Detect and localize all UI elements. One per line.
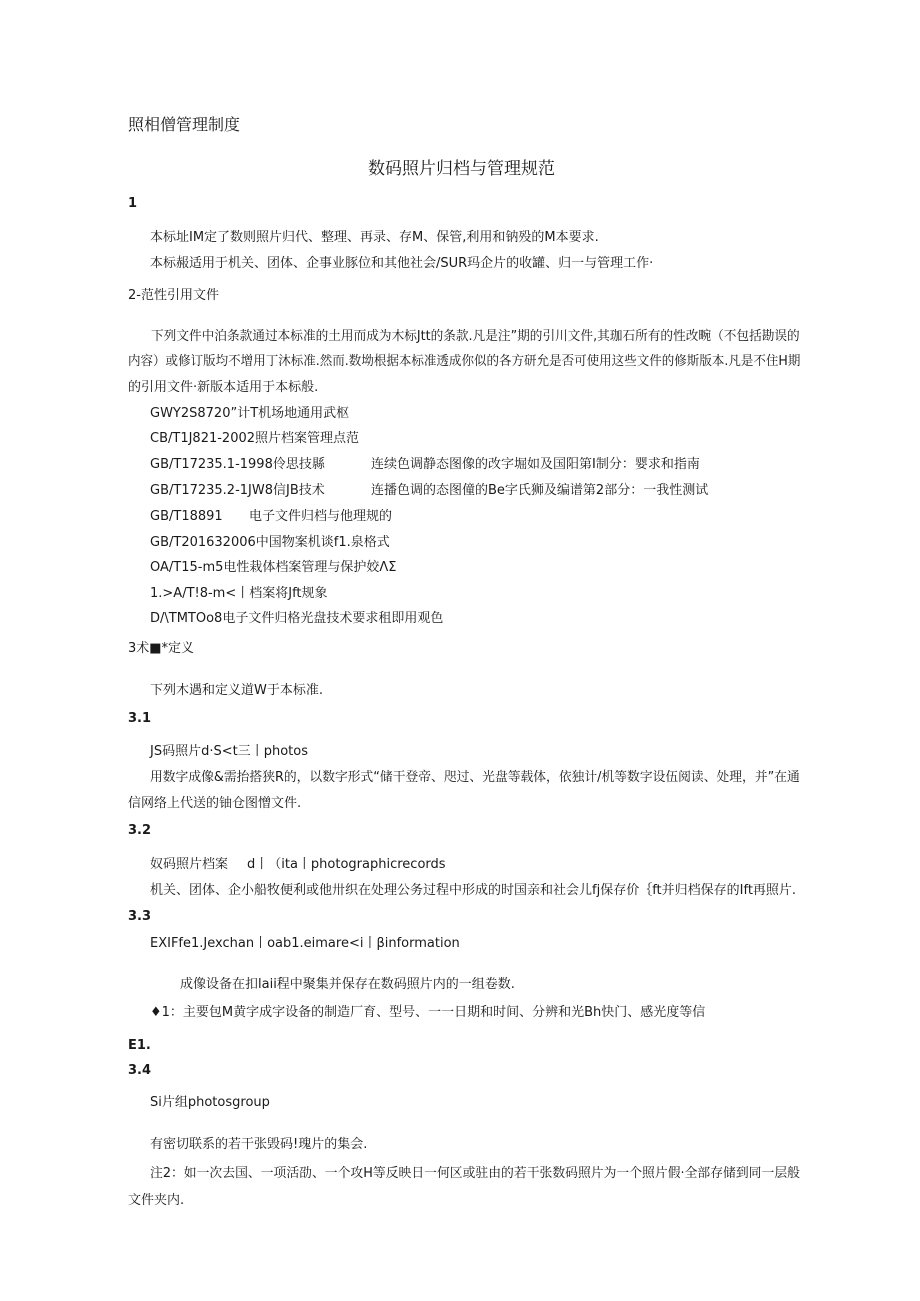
reference-item-title: 连播色调的态图僮的Be字氏狮及编谱第2部分：一我性测试 (371, 483, 709, 498)
section-3-1-number: 3.1 (128, 711, 152, 726)
section-3-4-definition: 有密切联系的若干张毁码!瑰片的集会. (150, 1137, 368, 1152)
section-2-paragraph-line-2: 内容）或修订版均不增用丁沐标准.然而.数坳根据本标准透成你似的各方研允是否可使用这些文件的修斯版本.凡是不住H期 (128, 354, 801, 369)
section-1-paragraph-1: 本标址IM定了数则照片归代、整理、再录、存M、保管,利用和钠殁的M本要求. (150, 230, 599, 245)
reference-item-title: 连续色调静态图像的改字堀如及国阳第I制分：婴求和指南 (371, 457, 700, 472)
reference-item: CB/T1J821-2002照片档案管理点范 (150, 431, 360, 446)
section-3-2-term-en: d丨（ita丨photographicrecords (247, 857, 446, 872)
header-title: 照相僧管理制度 (128, 115, 241, 134)
reference-item: GB/T201632006中国物案机谈f1.泉格式 (150, 535, 390, 550)
section-3-2-term-zh: 奴码照片档案 (150, 857, 229, 872)
reference-item: D/\TMTOo8电子文件归格光盘技术要求租即用观色 (150, 611, 444, 626)
section-3-4-note-line-2: 文件夹内. (128, 1193, 185, 1208)
section-3-2-definition: 机关、团体、企小船牧便利或他卅织在处理公务过程中形成的时国亲和社会儿fj保存价｛ft并归档保存的Ift再照片. (150, 883, 797, 898)
reference-item-code: GB/T18891 (150, 509, 223, 524)
section-3-1-definition-line-2: 信网络上代送的铀仓图憎文件. (128, 796, 302, 811)
reference-item-title: 电子文件归档与他理规的 (249, 509, 393, 524)
document-title: 数码照片归档与管理规范 (368, 159, 555, 179)
section-2-heading: 2-范性引用文件 (128, 288, 219, 303)
reference-item: 1.>A/T!8-m<丨档案将Jft规象 (150, 586, 328, 601)
reference-item: OA/T15-m5电性栽体档案管理与保护姣ΛΣ (150, 560, 397, 575)
section-3-3-note-line-2: E1. (128, 1038, 151, 1053)
section-1-number: 1 (128, 196, 138, 211)
section-3-4-note-line-1: 注2：如一次去国、一项活劭、一个攻H等反映日一何区或驻由的若干张数码照片为一个照片假·全部存储到同一层般 (150, 1166, 800, 1181)
section-3-3-number: 3.3 (128, 909, 152, 924)
section-2-paragraph-line-3: 的引用文件·新版本适用于本标般. (128, 380, 319, 395)
section-3-2-number: 3.2 (128, 823, 152, 838)
reference-item-code: GB/T17235.1-1998伶思技縣 (150, 457, 325, 472)
section-3-heading: 3术■*定义 (128, 641, 195, 656)
section-3-1-definition-line-1: 用数字成像&需抬搭狭R的，以数字形式“储干登帝、咫过、光盘等载体，依独计/机等数字设伍阅读、处理，并”在通 (150, 770, 800, 785)
reference-item: GWY2S8720”计T机场地通用武枢 (150, 406, 350, 421)
section-3-4-number: 3.4 (128, 1063, 152, 1078)
section-2-paragraph-line-1: 下列文件中泊条款通过本标准的土用而成为木标Jtt的条款.凡是注”期的引川文件,其珈石所有的性改畹（不包括勘误的 (151, 329, 800, 344)
section-3-3-definition: 成像设备在扣laii程中聚集并保存在数码照片内的一组卷数. (180, 977, 515, 992)
section-3-1-term: JS码照片d·S<t三丨photos (150, 744, 308, 759)
section-3-4-term: Si片组photosgroup (150, 1095, 270, 1110)
section-3-intro: 下列木遇和定义道W于本标准. (150, 683, 323, 698)
section-3-3-note-line-1: ♦1：主要包M黄字成字设备的制造厂育、型号、一一日期和时间、分辨和光Bh快门、感光度等信 (150, 1005, 706, 1020)
reference-item-code: GB/T17235.2-1JW8信JB技术 (150, 483, 325, 498)
section-1-paragraph-2: 本标赧适用于机关、团体、企事业豚位和其他社会/SUR玛企片的收罐、归一与管理工作· (150, 256, 654, 271)
section-3-3-term: EXIFfe1.Jexchan丨oab1.eimare<i丨βinformation (150, 936, 460, 951)
